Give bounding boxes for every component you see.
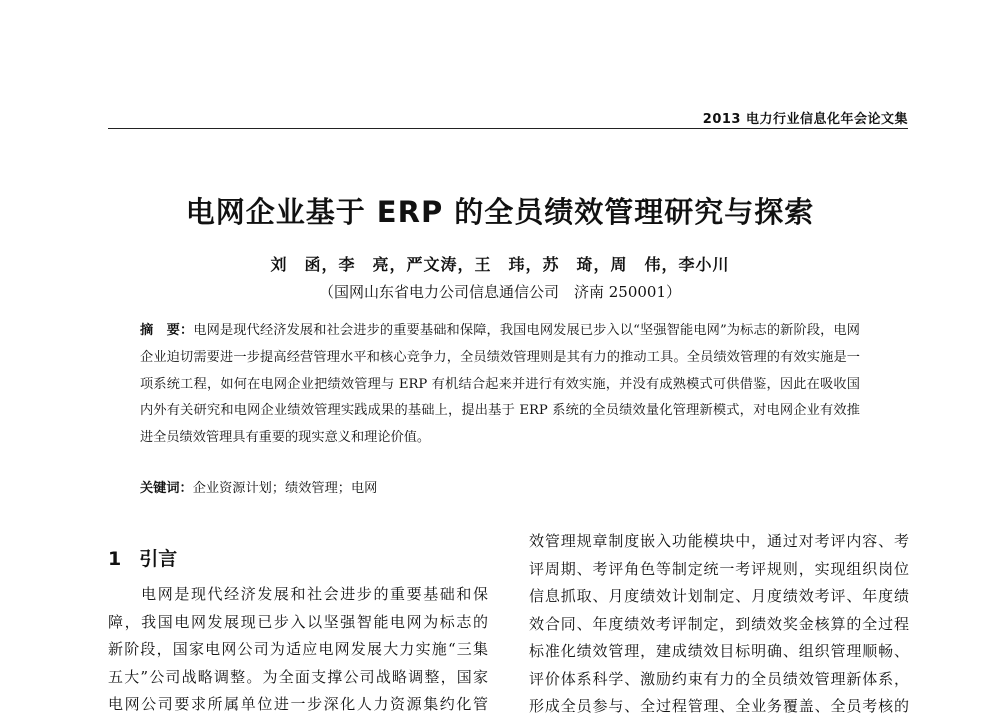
abstract-text: 电网是现代经济发展和社会进步的重要基础和保障，我国电网发展已步入以“坚强智能电网”为标志的新阶段，电网企业迫切需要进一步提高经营管理水平和核心竞争力，全员绩效管理则是其有力的推动工具。全员绩效管理的有效实施是一项系统工程，如何在电网企业把绩效管理与 ERP 有机结合起来并进行有效实施，并没有成熟模式可供借鉴，因此在吸收国内外有关研究和电网企业绩效管理实践成果的基础上，提出基于 ERP 系统的全员绩效量化管理新模式，对电网企业有效推进全员绩效管理具有重要的现实意义和理论价值。 [140,323,860,446]
body-line: 障，我国电网发展现已步入以坚强智能电网为标志的 [108,612,488,631]
body-line: 新阶段，国家电网公司为适应电网发展大力实施“三集 [108,640,488,658]
body-line: 评周期、考评角色等制定统一考评规则，实现组织岗位 [529,559,909,578]
right-column [529,528,909,721]
section-title: 引言 [139,548,178,570]
body-line: 效管理规章制度嵌入功能模块中，通过对考评内容、考 [529,532,909,550]
body-line: 五大”公司战略调整。为全面支撑公司战略调整，国家 [108,667,488,686]
keywords-text: 企业资源计划；绩效管理；电网 [192,481,378,496]
affiliation: （国网山东省电力公司信息通信公司 济南 250001） [318,283,682,301]
left-column [108,581,488,719]
body-line: 评价体系科学、激励约束有力的全员绩效管理新体系， [529,669,909,688]
paper-title: 电网企业基于 ERP 的全员绩效管理研究与探索 [185,195,815,229]
body-line: 效合同、年度绩效考评制定，到绩效奖金核算的全过程 [529,614,909,633]
body-line: 电网是现代经济发展和社会进步的重要基础和保 [108,585,488,603]
abstract-label: 摘 要： [140,323,194,338]
section-number: 1 [108,548,122,570]
running-head: 2013 电力行业信息化年会论文集 [702,112,908,127]
header-rule [108,128,908,129]
keywords-label: 关键词： [140,481,193,496]
section-heading [108,544,177,571]
body-line: 信息抓取、月度绩效计划制定、月度绩效考评、年度绩 [529,587,909,605]
body-line: 标准化绩效管理，建成绩效目标明确、组织管理顺畅、 [529,642,909,660]
author-list: 刘 函，李 亮，严文涛，王 玮，苏 琦，周 伟，李小川 [270,255,730,274]
keywords [140,477,377,496]
abstract [140,318,860,452]
body-line: 形成全员参与、全过程管理、全业务覆盖、全员考核的 [529,697,909,715]
body-line: 电网公司要求所属单位进一步深化人力资源集约化管 [108,695,488,713]
